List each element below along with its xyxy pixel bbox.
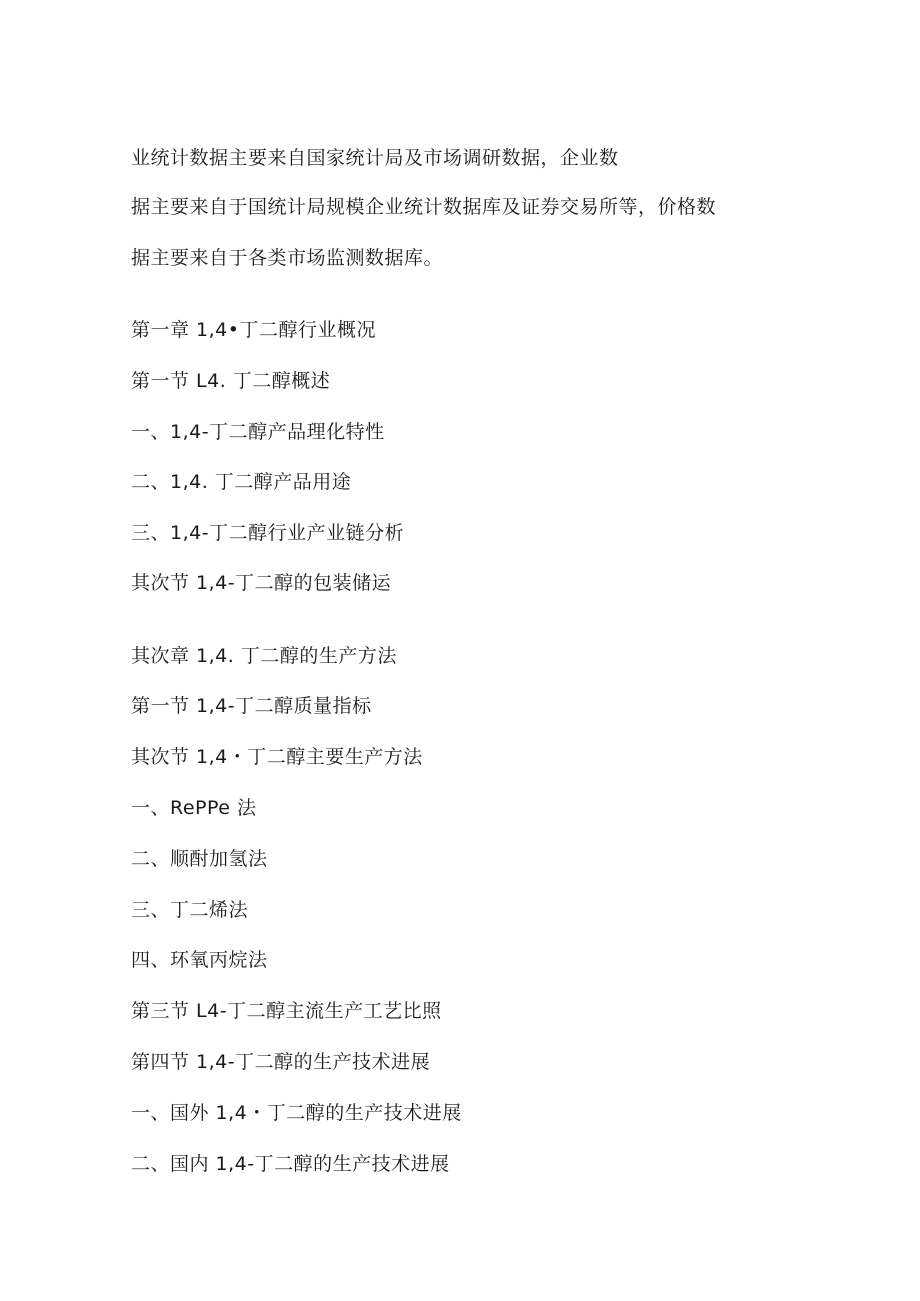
toc-chapter-2: 其次章 1,4. 丁二醇的生产方法	[131, 645, 397, 667]
toc-item: 一、1,4-丁二醇产品理化特性	[131, 421, 385, 443]
intro-line-1: 业统计数据主要来自国家统计局及市场调研数据，企业数	[131, 147, 619, 169]
intro-line-3: 据主要来自于各类市场监测数据库。	[131, 247, 444, 269]
toc-section-2-4: 第四节 1,4-丁二醇的生产技术进展	[131, 1051, 431, 1073]
toc-item: 三、丁二烯法	[131, 899, 249, 921]
toc-item: 一、国外 1,4・丁二醇的生产技术进展	[131, 1102, 462, 1124]
toc-item: 一、RePPe 法	[131, 797, 257, 819]
toc-item: 二、1,4. 丁二醇产品用途	[131, 471, 352, 493]
intro-line-2: 据主要来自于国统计局规模企业统计数据库及证券交易所等，价格数	[131, 196, 717, 218]
toc-section-2-3: 第三节 L4-丁二醇主流生产工艺比照	[131, 1000, 442, 1022]
toc-item: 三、1,4-丁二醇行业产业链分析	[131, 522, 405, 544]
toc-item: 二、国内 1,4-丁二醇的生产技术进展	[131, 1153, 450, 1175]
toc-section-1-1: 第一节 L4. 丁二醇概述	[131, 370, 331, 392]
toc-chapter-1: 第一章 1,4•丁二醇行业概况	[131, 319, 376, 341]
toc-item: 二、顺酎加氢法	[131, 848, 268, 870]
toc-section-2-1: 第一节 1,4-丁二醇质量指标	[131, 695, 372, 717]
toc-section-2-2: 其次节 1,4・丁二醇主要生产方法	[131, 746, 423, 768]
toc-section-1-2: 其次节 1,4-丁二醇的包装储运	[131, 572, 392, 594]
toc-item: 四、环氧丙烷法	[131, 949, 268, 971]
